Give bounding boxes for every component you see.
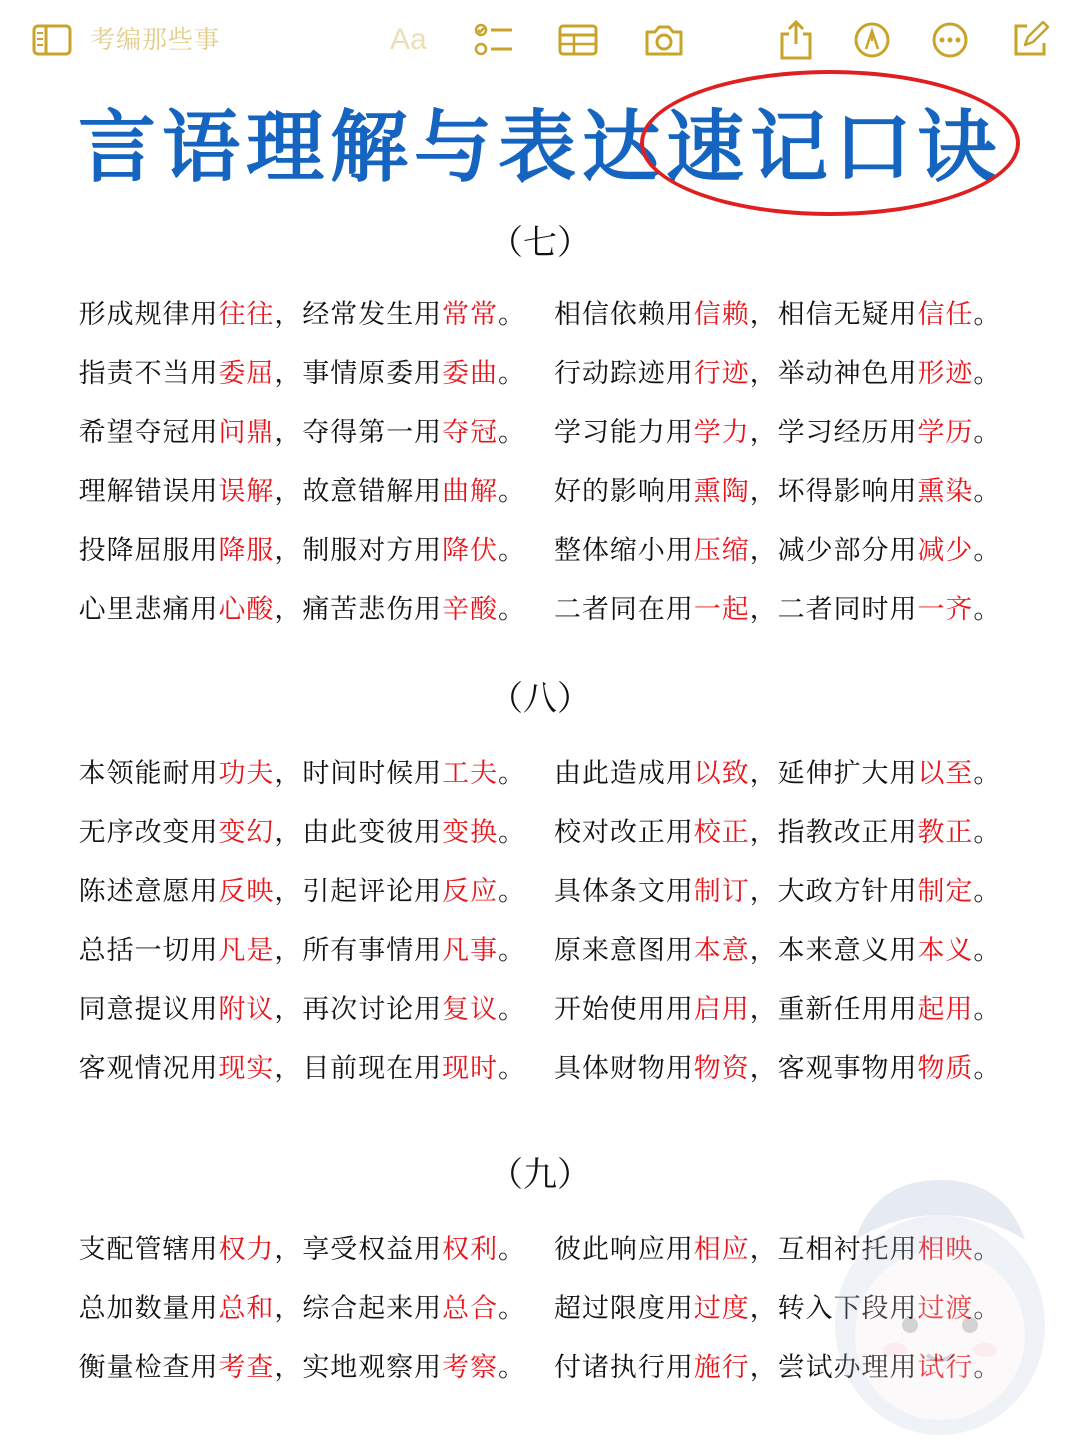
definition-text: 。 — [973, 993, 1002, 1025]
definition-text: 开始使用用 — [554, 993, 694, 1025]
definition-text: ，重新任用用 — [749, 993, 918, 1025]
definition-text: 。 — [973, 298, 1002, 330]
definition-text: 。 — [498, 357, 526, 389]
highlighted-word: 权力 — [218, 1233, 275, 1265]
folder-back-label[interactable]: 考编那些事 — [90, 25, 221, 54]
highlighted-word: 一起 — [693, 593, 750, 625]
definition-text: 陈述意愿用 — [78, 875, 219, 907]
highlighted-word: 以至 — [917, 757, 974, 789]
definition-text: 。 — [973, 875, 1002, 907]
highlighted-word: 制定 — [917, 875, 974, 907]
definition-text: 校对改正用 — [554, 816, 694, 848]
definition-text: 本领能耐用 — [78, 757, 219, 789]
highlighted-word: 问鼎 — [218, 416, 275, 448]
definition-text: 。 — [498, 1233, 526, 1265]
highlighted-word: 施行 — [693, 1351, 750, 1383]
definition-text: 衡量检查用 — [78, 1351, 219, 1383]
mnemonic-line — [0, 465, 1080, 511]
definition-text: 。 — [498, 298, 526, 330]
definition-text: 。 — [498, 816, 526, 848]
definition-text: ，引起评论用 — [274, 875, 443, 907]
mnemonic-line — [0, 583, 1080, 629]
highlighted-word: 教正 — [917, 816, 974, 848]
definition-text: 。 — [973, 1292, 1002, 1324]
definition-text: 。 — [498, 1292, 526, 1324]
definition-text: 。 — [973, 593, 1002, 625]
highlighted-word: 总合 — [442, 1292, 499, 1324]
more-icon[interactable] — [930, 18, 970, 62]
definition-text: 具体条文用 — [554, 875, 694, 907]
highlighted-word: 考察 — [442, 1351, 499, 1383]
highlighted-word: 委曲 — [442, 357, 499, 389]
highlighted-word: 信任 — [917, 298, 974, 330]
definition-text: 。 — [973, 416, 1002, 448]
highlighted-word: 压缩 — [693, 534, 750, 566]
highlighted-word: 复议 — [442, 993, 499, 1025]
definition-text: 学习能力用 — [554, 416, 694, 448]
definition-text: ，享受权益用 — [274, 1233, 443, 1265]
definition-text: 。 — [498, 475, 526, 507]
mnemonic-line — [0, 924, 1080, 970]
definition-text: ，本来意义用 — [749, 934, 918, 966]
definition-text: ，坏得影响用 — [749, 475, 918, 507]
title-circled: 速记口诀 — [666, 103, 1003, 193]
highlighted-word: 现时 — [442, 1052, 499, 1084]
highlighted-word: 一齐 — [917, 593, 974, 625]
definition-text: 支配管辖用 — [78, 1233, 219, 1265]
definition-text: ，目前现在用 — [274, 1052, 443, 1084]
definition-text: ，转入下段用 — [749, 1292, 918, 1324]
definition-text: 总括一切用 — [78, 934, 219, 966]
highlighted-word: 熏染 — [917, 475, 974, 507]
page-title — [0, 98, 1080, 198]
mnemonic-line — [0, 1341, 1080, 1387]
mnemonic-line — [0, 983, 1080, 1029]
highlighted-word: 减少 — [917, 534, 974, 566]
highlighted-word: 制订 — [693, 875, 750, 907]
highlighted-word: 相映 — [917, 1233, 974, 1265]
definition-text: 相信依赖用 — [554, 298, 694, 330]
section-heading: （八） — [489, 679, 591, 719]
definition-text: 。 — [498, 1052, 526, 1084]
mnemonic-line — [0, 406, 1080, 452]
definition-text: 。 — [973, 357, 1002, 389]
checklist-icon[interactable] — [472, 18, 516, 62]
definition-text: 形成规律用 — [78, 298, 219, 330]
definition-text: 付诸执行用 — [554, 1351, 694, 1383]
highlighted-word: 权利 — [442, 1233, 499, 1265]
mnemonic-line — [0, 806, 1080, 852]
highlighted-word: 现实 — [218, 1052, 275, 1084]
definition-text: ，延伸扩大用 — [749, 757, 918, 789]
highlighted-word: 熏陶 — [693, 475, 750, 507]
highlighted-word: 曲解 — [442, 475, 499, 507]
definition-text: 。 — [973, 475, 1002, 507]
definition-text: ，综合起来用 — [274, 1292, 443, 1324]
highlighted-word: 试行 — [917, 1351, 974, 1383]
mnemonic-line — [0, 288, 1080, 334]
markup-icon[interactable] — [852, 18, 892, 62]
mnemonic-line — [0, 1223, 1080, 1269]
definition-text: ，由此变彼用 — [274, 816, 443, 848]
definition-text: ，故意错解用 — [274, 475, 443, 507]
definition-text: 。 — [973, 1351, 1002, 1383]
highlighted-word: 物资 — [693, 1052, 750, 1084]
definition-text: 希望夺冠用 — [78, 416, 219, 448]
highlighted-word: 辛酸 — [442, 593, 499, 625]
definition-text: 指责不当用 — [78, 357, 219, 389]
definition-text: 。 — [973, 816, 1002, 848]
highlighted-word: 学历 — [917, 416, 974, 448]
definition-text: 心里悲痛用 — [78, 593, 219, 625]
mnemonic-line — [0, 347, 1080, 393]
highlighted-word: 反应 — [442, 875, 499, 907]
definition-text: 。 — [498, 1351, 526, 1383]
highlighted-word: 降伏 — [442, 534, 499, 566]
definition-text: 。 — [498, 934, 526, 966]
highlighted-word: 起用 — [917, 993, 974, 1025]
definition-text: ，学习经历用 — [749, 416, 918, 448]
definition-text: 投降屈服用 — [78, 534, 219, 566]
highlighted-word: 行迹 — [693, 357, 750, 389]
definition-text: 行动踪迹用 — [554, 357, 694, 389]
definition-text: 客观情况用 — [78, 1052, 219, 1084]
highlighted-word: 降服 — [218, 534, 275, 566]
definition-text: 。 — [973, 934, 1002, 966]
compose-icon[interactable] — [1010, 18, 1050, 62]
title-main: 言语理解与表达 — [77, 103, 666, 193]
highlighted-word: 物质 — [917, 1052, 974, 1084]
mnemonic-line — [0, 1042, 1080, 1088]
highlighted-word: 凡是 — [218, 934, 275, 966]
camera-icon[interactable] — [642, 18, 686, 62]
highlighted-word: 以致 — [693, 757, 750, 789]
highlighted-word: 本意 — [693, 934, 750, 966]
highlighted-word: 常常 — [442, 298, 499, 330]
definition-text: 。 — [498, 875, 526, 907]
definition-text: 。 — [498, 993, 526, 1025]
definition-text: ，经常发生用 — [274, 298, 443, 330]
highlighted-word: 反映 — [218, 875, 275, 907]
definition-text: ，实地观察用 — [274, 1351, 443, 1383]
definition-text: ，互相衬托用 — [749, 1233, 918, 1265]
definition-text: 。 — [498, 757, 526, 789]
highlighted-word: 本义 — [917, 934, 974, 966]
mnemonic-line — [0, 865, 1080, 911]
highlighted-word: 心酸 — [218, 593, 275, 625]
table-icon[interactable] — [556, 18, 600, 62]
mnemonic-line — [0, 747, 1080, 793]
definition-text: 原来意图用 — [554, 934, 694, 966]
format-aa-button[interactable]: Aa — [390, 23, 427, 56]
highlighted-word: 工夫 — [442, 757, 499, 789]
definition-text: 。 — [498, 416, 526, 448]
highlighted-word: 误解 — [218, 475, 275, 507]
highlighted-word: 形迹 — [917, 357, 974, 389]
definition-text: 彼此响应用 — [554, 1233, 694, 1265]
highlighted-word: 往往 — [218, 298, 275, 330]
highlighted-word: 信赖 — [693, 298, 750, 330]
highlighted-word: 变幻 — [218, 816, 275, 848]
definition-text: 总加数量用 — [78, 1292, 219, 1324]
definition-text: ，相信无疑用 — [749, 298, 918, 330]
definition-text: ，二者同时用 — [749, 593, 918, 625]
highlighted-word: 夺冠 — [442, 416, 499, 448]
definition-text: 好的影响用 — [554, 475, 694, 507]
highlighted-word: 学力 — [693, 416, 750, 448]
definition-text: ，夺得第一用 — [274, 416, 443, 448]
highlighted-word: 过度 — [693, 1292, 750, 1324]
definition-text: ，减少部分用 — [749, 534, 918, 566]
highlighted-word: 变换 — [442, 816, 499, 848]
definition-text: ，事情原委用 — [274, 357, 443, 389]
notes-toolbar — [0, 0, 1080, 80]
highlighted-word: 总和 — [218, 1292, 275, 1324]
definition-text: 超过限度用 — [554, 1292, 694, 1324]
definition-text: ，指教改正用 — [749, 816, 918, 848]
highlighted-word: 委屈 — [218, 357, 275, 389]
definition-text: ，举动神色用 — [749, 357, 918, 389]
section-heading: （九） — [489, 1155, 591, 1195]
mnemonic-line — [0, 1282, 1080, 1328]
definition-text: 。 — [973, 1233, 1002, 1265]
definition-text: 。 — [498, 534, 526, 566]
highlighted-word: 考查 — [218, 1351, 275, 1383]
section-heading: （七） — [489, 223, 591, 263]
definition-text: ，时间时候用 — [274, 757, 443, 789]
definition-text: 理解错误用 — [78, 475, 219, 507]
definition-text: 二者同在用 — [554, 593, 694, 625]
highlighted-word: 凡事 — [442, 934, 499, 966]
definition-text: 。 — [973, 757, 1002, 789]
definition-text: 具体财物用 — [554, 1052, 694, 1084]
definition-text: ，大政方针用 — [749, 875, 918, 907]
definition-text: ，痛苦悲伤用 — [274, 593, 443, 625]
definition-text: ，尝试办理用 — [749, 1351, 918, 1383]
highlighted-word: 启用 — [693, 993, 750, 1025]
highlighted-word: 附议 — [218, 993, 275, 1025]
share-icon[interactable] — [776, 18, 816, 62]
highlighted-word: 校正 — [693, 816, 750, 848]
definition-text: 由此造成用 — [554, 757, 694, 789]
definition-text: ，制服对方用 — [274, 534, 443, 566]
definition-text: 。 — [498, 593, 526, 625]
highlighted-word: 相应 — [693, 1233, 750, 1265]
mnemonic-line — [0, 524, 1080, 570]
definition-text: ，客观事物用 — [749, 1052, 918, 1084]
sidebar-icon[interactable] — [30, 18, 74, 62]
definition-text: 整体缩小用 — [554, 534, 694, 566]
highlighted-word: 功夫 — [218, 757, 275, 789]
highlighted-word: 过渡 — [917, 1292, 974, 1324]
definition-text: ，再次讨论用 — [274, 993, 443, 1025]
definition-text: 同意提议用 — [78, 993, 219, 1025]
definition-text: 。 — [973, 1052, 1002, 1084]
definition-text: ，所有事情用 — [274, 934, 443, 966]
definition-text: 。 — [973, 534, 1002, 566]
definition-text: 无序改变用 — [78, 816, 219, 848]
